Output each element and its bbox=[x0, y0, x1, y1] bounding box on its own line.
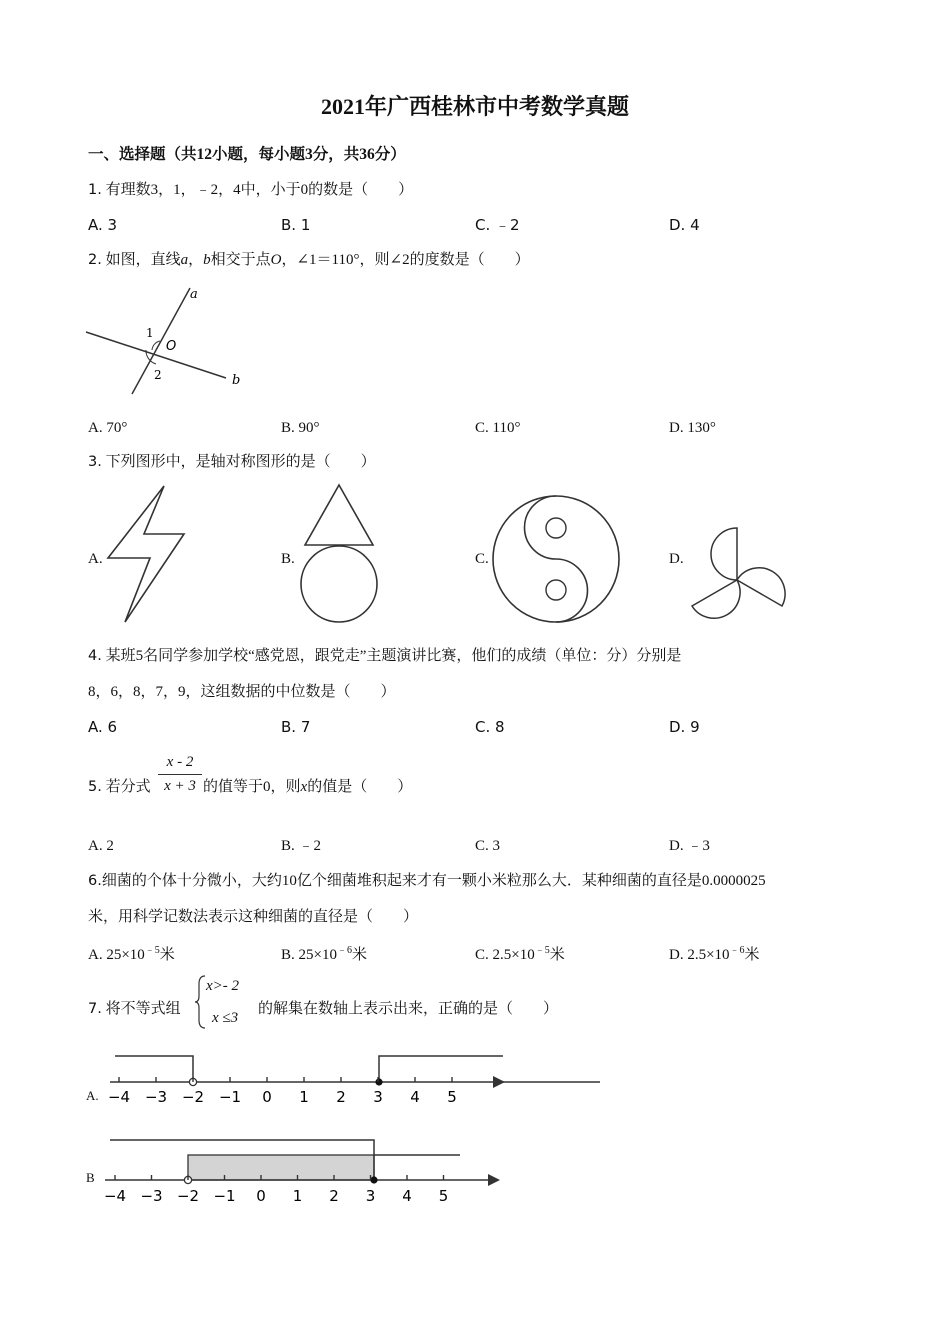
fraction bbox=[158, 752, 202, 797]
option-d[interactable]: D. 9 bbox=[669, 718, 700, 736]
question-text: 的值等于0，则 bbox=[203, 779, 301, 795]
tick-label: −3 bbox=[144, 1088, 168, 1106]
option-a[interactable] bbox=[88, 941, 175, 965]
option-label: C. 2.5×10 bbox=[475, 947, 535, 963]
unit: 米 bbox=[744, 947, 760, 963]
question-number: 5. bbox=[88, 779, 102, 795]
label-2: 2 bbox=[154, 368, 162, 382]
tick-label: −2 bbox=[181, 1088, 205, 1106]
question-1 bbox=[88, 180, 413, 200]
question-3 bbox=[88, 452, 376, 472]
question-7-rest: 的解集在数轴上表示出来，正确的是（ ） bbox=[258, 1001, 559, 1017]
option-b[interactable] bbox=[281, 941, 367, 965]
option-a[interactable]: A. bbox=[88, 551, 103, 567]
tick-label: −2 bbox=[176, 1187, 200, 1205]
question-text: 有理数3，1，﹣2，4中，小于0的数是（ ） bbox=[105, 182, 414, 198]
question-number: 1. bbox=[88, 182, 102, 198]
separator: ， bbox=[188, 252, 204, 268]
unit: 米 bbox=[549, 947, 565, 963]
yin-yang-shape bbox=[490, 493, 625, 628]
option-d[interactable] bbox=[669, 941, 760, 965]
question-number: 4. bbox=[88, 648, 102, 664]
tick-label: 3 bbox=[365, 1187, 376, 1205]
label-o: O bbox=[166, 339, 177, 354]
fraction-denominator: x + 3 bbox=[164, 778, 196, 794]
option-d[interactable]: D. 4 bbox=[669, 216, 700, 234]
option-c[interactable]: C. 110° bbox=[475, 420, 521, 436]
unit: 米 bbox=[159, 947, 175, 963]
question-number: 6. bbox=[88, 873, 102, 889]
fraction-numerator: x - 2 bbox=[166, 754, 194, 770]
question-number: 7. bbox=[88, 1001, 102, 1017]
question-text: ，∠1＝110°，则∠2的度数是（ ） bbox=[281, 252, 530, 268]
question-6 bbox=[88, 871, 766, 891]
var-x: x bbox=[300, 779, 308, 795]
question-text: 将不等式组 bbox=[105, 1001, 181, 1017]
question-text: 若分式 bbox=[105, 779, 151, 795]
option-b[interactable]: B. 7 bbox=[281, 718, 311, 736]
number-line-a bbox=[100, 1050, 510, 1110]
option-c[interactable]: C. 8 bbox=[475, 718, 505, 736]
question-text: 相交于点 bbox=[210, 252, 271, 268]
label-b: b bbox=[232, 373, 241, 388]
tick-label: 2 bbox=[329, 1187, 339, 1205]
question-4 bbox=[88, 646, 681, 666]
option-b[interactable]: B. 1 bbox=[281, 216, 311, 234]
tick-label: 0 bbox=[262, 1088, 272, 1106]
inequality-1: x>- 2 bbox=[206, 978, 240, 994]
inequality-2: x ≤3 bbox=[212, 1010, 239, 1026]
option-label: A. 25×10 bbox=[88, 947, 145, 963]
tick-label: −1 bbox=[218, 1088, 242, 1106]
question-text: 细菌的个体十分微小，大约10亿个细菌堆积起来才有一颗小米粒那么大．某种细菌的直径是0.0000025 bbox=[101, 873, 766, 889]
question-text: 如图，直线 bbox=[105, 252, 181, 268]
tick-label: 5 bbox=[447, 1088, 457, 1106]
option-a[interactable]: A. 3 bbox=[88, 216, 118, 234]
option-a[interactable]: A. 70° bbox=[88, 420, 128, 436]
tick-label: −3 bbox=[140, 1187, 163, 1205]
tick-label: 4 bbox=[402, 1187, 412, 1205]
option-a[interactable]: A. 2 bbox=[88, 838, 114, 854]
option-label: B. 25×10 bbox=[281, 947, 337, 963]
tick-label: −1 bbox=[213, 1187, 236, 1205]
tick-label: 1 bbox=[292, 1187, 303, 1205]
question-number: 3. bbox=[88, 454, 102, 470]
option-b[interactable]: B. 90° bbox=[281, 420, 320, 436]
page-title: 2021年广西桂林市中考数学真题 bbox=[320, 94, 629, 119]
option-c[interactable]: C. ﹣2 bbox=[475, 216, 520, 234]
question-6-line2: 米，用科学记数法表示这种细菌的直径是（ ） bbox=[88, 909, 419, 925]
option-b[interactable]: B bbox=[86, 1170, 95, 1185]
tick-label: −4 bbox=[107, 1088, 131, 1106]
question-2 bbox=[88, 250, 530, 270]
option-d[interactable]: D. bbox=[669, 551, 684, 567]
exponent: ﹣5 bbox=[144, 945, 160, 956]
question-5 bbox=[88, 777, 151, 797]
option-c[interactable] bbox=[475, 941, 565, 965]
var-b: b bbox=[203, 252, 211, 268]
option-d[interactable]: D. 130° bbox=[669, 420, 716, 436]
label-1: 1 bbox=[146, 326, 154, 340]
exponent: ﹣5 bbox=[534, 945, 550, 956]
var-o: O bbox=[270, 252, 282, 268]
option-b[interactable]: B. bbox=[281, 551, 295, 567]
question-5-rest bbox=[203, 777, 412, 797]
question-text: 某班5名同学参加学校“感党恩，跟党走”主题演讲比赛，他们的成绩（单位：分）分别是 bbox=[105, 648, 682, 664]
section-heading: 一、选择题（共12小题，每小题3分，共36分） bbox=[88, 146, 406, 163]
triangle-circle-shape bbox=[295, 482, 385, 627]
option-a[interactable]: A. bbox=[86, 1088, 99, 1103]
tick-label: 3 bbox=[373, 1088, 383, 1106]
option-c[interactable]: C. bbox=[475, 551, 489, 567]
label-a: a bbox=[190, 287, 198, 302]
tick-label: 0 bbox=[256, 1187, 266, 1205]
question-text: 下列图形中，是轴对称图形的是（ ） bbox=[105, 454, 376, 470]
question-number: 2. bbox=[88, 252, 102, 268]
lightning-shape bbox=[100, 484, 190, 629]
exponent: ﹣6 bbox=[729, 945, 745, 956]
tick-label: 4 bbox=[410, 1088, 420, 1106]
var-a: a bbox=[180, 252, 189, 268]
tick-label: 1 bbox=[299, 1088, 309, 1106]
exponent: ﹣6 bbox=[336, 945, 352, 956]
option-a[interactable]: A. 6 bbox=[88, 718, 118, 736]
option-d[interactable]: D. ﹣3 bbox=[669, 838, 710, 854]
tick-label: 5 bbox=[438, 1187, 449, 1205]
pinwheel-shape bbox=[685, 522, 795, 622]
option-c[interactable]: C. 3 bbox=[475, 838, 501, 854]
intersecting-lines-figure bbox=[80, 280, 260, 400]
tick-label: −4 bbox=[103, 1187, 127, 1205]
unit: 米 bbox=[351, 947, 367, 963]
question-7 bbox=[88, 999, 181, 1019]
question-text: 的值是（ ） bbox=[307, 779, 413, 795]
question-4-line2: 8，6，8，7，9，这组数据的中位数是（ ） bbox=[88, 684, 396, 700]
option-label: D. 2.5×10 bbox=[669, 947, 730, 963]
number-line-b bbox=[100, 1135, 510, 1205]
option-b[interactable]: B. ﹣2 bbox=[281, 838, 322, 854]
tick-label: 2 bbox=[336, 1088, 346, 1106]
